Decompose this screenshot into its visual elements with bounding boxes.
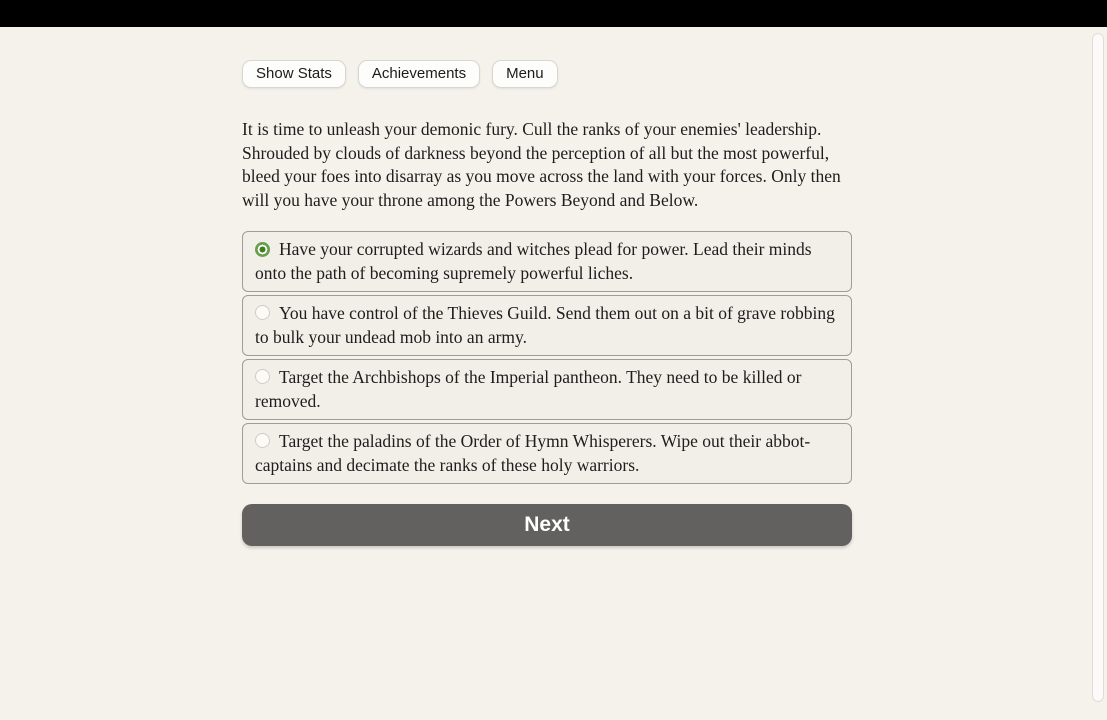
choice-option[interactable]: [242, 423, 852, 484]
choice-label: You have control of the Thieves Guild. Send them out on a bit of grave robbing to bulk your undead mob into an army.: [255, 303, 835, 347]
radio-button-icon[interactable]: [255, 369, 270, 384]
achievements-button[interactable]: Achievements: [358, 60, 480, 88]
choice-option[interactable]: [242, 295, 852, 356]
choice-option[interactable]: [242, 359, 852, 420]
choice-label: Have your corrupted wizards and witches plead for power. Lead their minds onto the path of becoming supremely powerful liches.: [255, 239, 812, 283]
next-button[interactable]: Next: [242, 504, 852, 546]
choice-option[interactable]: [242, 231, 852, 292]
narrative-text: It is time to unleash your demonic fury. Cull the ranks of your enemies' leadership. Shrouded by clouds of darkness beyond the perception of all but the most powerful, bleed your foes into disarray as you move across the land with your forces. Only then will you have your throne among the Powers Beyond and Below.: [242, 119, 841, 210]
radio-button-icon[interactable]: [255, 242, 270, 257]
choice-list: [242, 231, 852, 484]
radio-button-icon[interactable]: [255, 305, 270, 320]
scrollbar-thumb[interactable]: [1092, 33, 1104, 702]
game-toolbar: [242, 60, 852, 88]
choice-label: Target the paladins of the Order of Hymn Whisperers. Wipe out their abbot-captains and decimate the ranks of these holy warriors.: [255, 431, 811, 475]
choice-label: Target the Archbishops of the Imperial pantheon. They need to be killed or removed.: [255, 367, 802, 411]
radio-button-icon[interactable]: [255, 433, 270, 448]
menu-button[interactable]: Menu: [492, 60, 558, 88]
show-stats-button[interactable]: Show Stats: [242, 60, 346, 88]
top-black-bar: [0, 0, 1107, 27]
game-content-column: [242, 60, 852, 546]
